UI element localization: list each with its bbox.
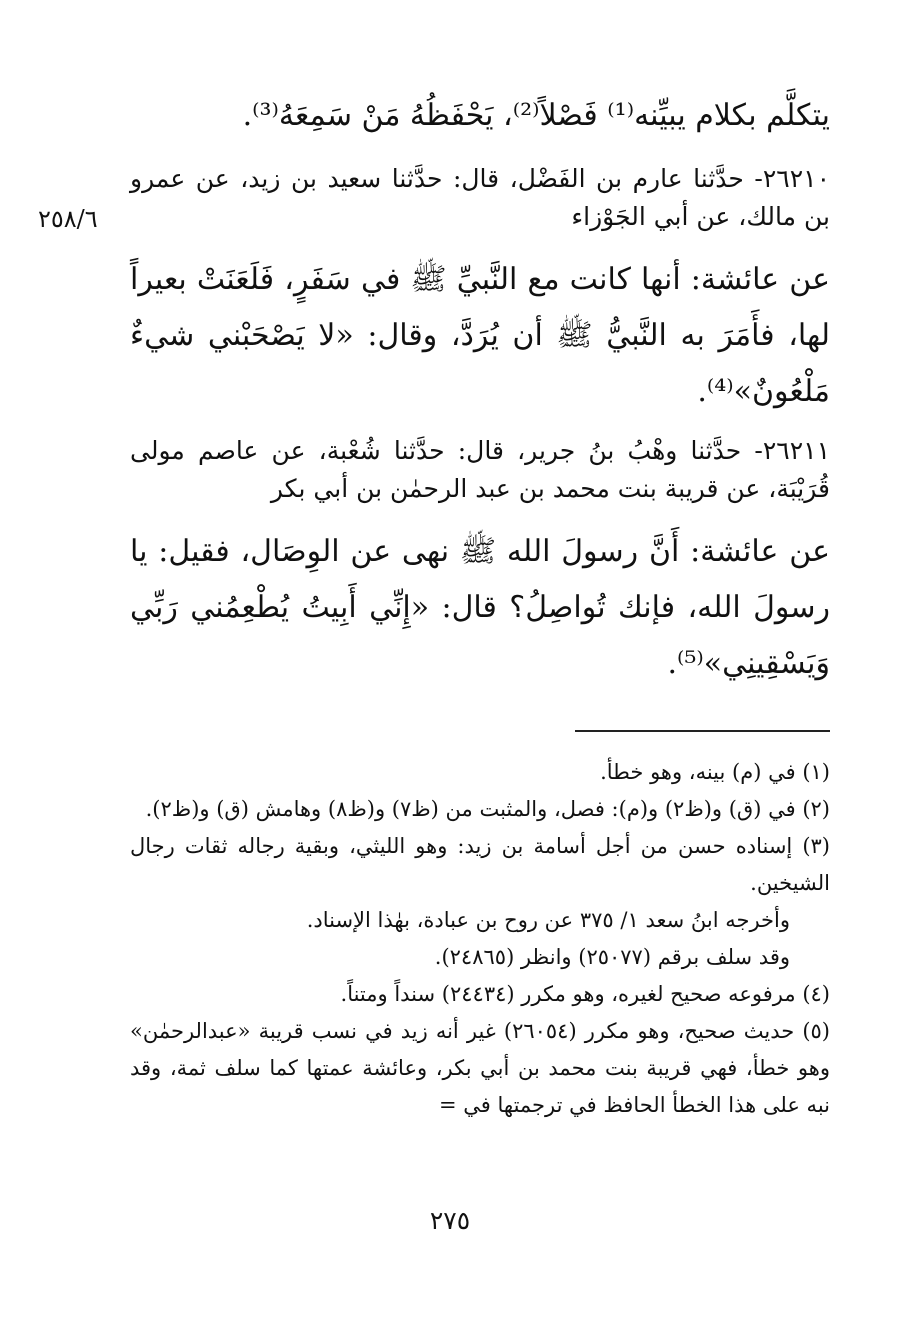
hadith-26211-matn: عن عائشة: أَنَّ رسولَ الله ﷺ نهى عن الوِصَال، فقيل: يا رسولَ الله، فإنك تُواصِلُ؟ قال: «إِنِّي أَبِيتُ يُطْعِمُني رَبِّي وَيَسْقِينِي»⁽⁵⁾.: [130, 534, 830, 681]
page-number: ٢٧٥: [429, 1206, 471, 1235]
footnote-1: (١) في (م) بينه، وهو خطأ.: [600, 760, 830, 784]
footnote-3-source: وأخرجه ابنُ سعد ١/ ٣٧٥ عن روح بن عبادة، بهٰذا الإسناد.: [306, 908, 790, 932]
footnote-3-crossref: وقد سلف برقم (٢٥٠٧٧) وانظر (٢٤٨٦٥).: [434, 945, 790, 969]
footnote-4: (٤) مرفوعه صحيح لغيره، وهو مكرر (٢٤٤٣٤) سنداً ومتناً.: [340, 982, 830, 1006]
footnote-2: (٢) في (ق) و(ظ٢) و(م): فصل، والمثبت من (ظ٧) و(ظ٨) وهامش (ق) و(ظ٢).: [145, 797, 830, 821]
footnote-3: (٣) إسناده حسن من أجل أسامة بن زيد: وهو الليثي، وبقية رجاله ثقات رجال الشيخين.: [130, 834, 830, 895]
hadith-26210-matn: عن عائشة: أنها كانت مع النَّبيِّ ﷺ في سَفَرٍ، فَلَعَنَتْ بعيراً لها، فأَمَرَ به النَّبيُّ ﷺ أن يُرَدَّ، وقال: «لا يَصْحَبْني شيءٌ مَلْعُونٌ»⁽⁴⁾.: [130, 262, 830, 409]
hadith-26210-isnad: ٢٦٢١٠- حدَّثنا عارم بن الفَضْل، قال: حدَّثنا سعيد بن زيد، عن عمرو بن مالك، عن أبي الجَوْزاء: [130, 164, 830, 231]
margin-reference: ٢٥٨/٦: [38, 205, 98, 233]
footnotes: [130, 754, 830, 1124]
hadith-26211-isnad: ٢٦٢١١- حدَّثنا وهْبُ بنُ جرير، قال: حدَّثنا شُعْبة، عن عاصم مولى قُرَيْبَة، عن قريبة بنت محمد بن عبد الرحمٰن بن أبي بكر: [130, 436, 830, 503]
footnote-5: (٥) حديث صحيح، وهو مكرر (٢٦٠٥٤) غير أنه زيد في نسب قريبة «عبدالرحمٰن» وهو خطأ، فهي قريبة بنت محمد بن أبي بكر، وعائشة عمتها كما سلف ثمة، وقد نبه على هذا الخطأ الحافظ في ترجمتها في =: [130, 1019, 830, 1117]
continued-text: يتكلَّم بكلام يبيِّنه⁽¹⁾ فَصْلاً⁽²⁾، يَحْفَظُهُ مَنْ سَمِعَهُ⁽³⁾.: [242, 98, 830, 133]
footnote-divider: [575, 730, 830, 732]
